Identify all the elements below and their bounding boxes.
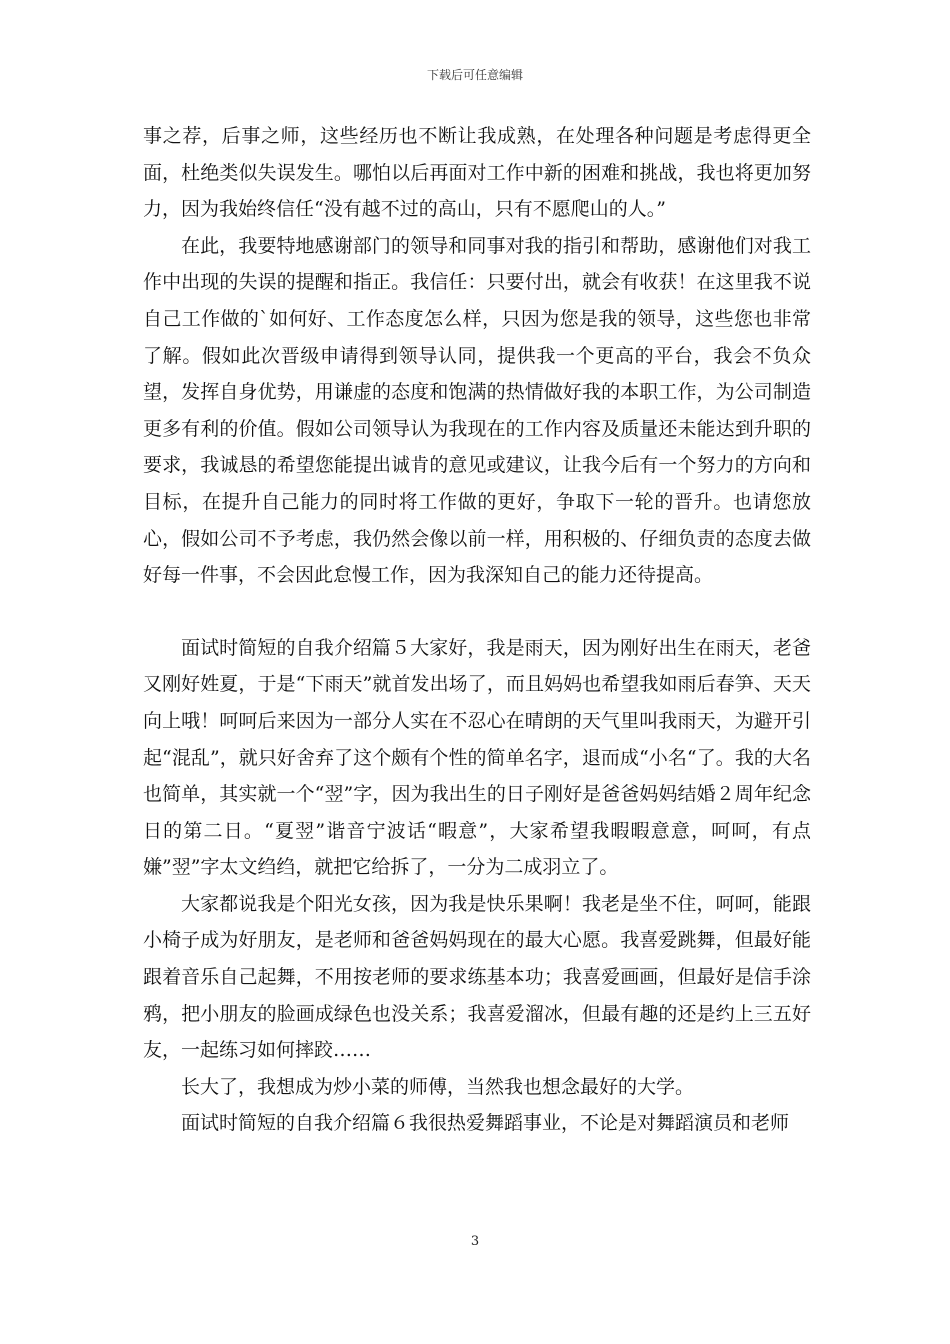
paragraph-gap: [143, 594, 811, 630]
paragraph: 在此，我要特地感谢部门的领导和同事对我的指引和帮助，感谢他们对我工作中出现的失误的提醒和指正。我信任：只要付出，就会有收获！在这里我不说自己工作做的`如何好、工作态度怎么样，只因为您是我的领导，这些您也非常了解。假如此次晋级申请得到领导认同，提供我一个更高的平台，我会不负众望，发挥自身优势，用谦虚的态度和饱满的热情做好我的本职工作，为公司制造更多有利的价值。假如公司领导认为我现在的工作内容及质量还未能达到升职的要求，我诚恳的希望您能提出诚肯的意见或建议，让我今后有一个努力的方向和目标，在提升自己能力的同时将工作做的更好，争取下一轮的晋升。也请您放心，假如公司不予考虑，我仍然会像以前一样，用积极的、仔细负责的态度去做好每一件事，不会因此怠慢工作，因为我深知自己的能力还待提高。: [143, 234, 811, 587]
paragraph: 大家都说我是个阳光女孩，因为我是快乐果啊！我老是坐不住，呵呵，能跟小椅子成为好朋友，是老师和爸爸妈妈现在的最大心愿。我喜爱跳舞，但最好能跟着音乐自己起舞，不用按老师的要求练基本功；我喜爱画画，但最好是信手涂鸦，把小朋友的脸画成绿色也没关系；我喜爱溜冰，但最有趣的还是约上三五好友，一起练习如何摔跤……: [143, 892, 811, 1062]
page-number: 3: [470, 1234, 480, 1249]
page-header: 下载后可任意编辑: [426, 68, 523, 82]
paragraph: 面试时简短的自我介绍篇６我很热爱舞蹈事业，不论是对舞蹈演员和老师: [181, 1112, 790, 1135]
document-body: [143, 118, 811, 1142]
paragraph: 面试时简短的自我介绍篇５大家好，我是雨天，因为刚好出生在雨天，老爸又刚好姓夏，于是“下雨天”就首发出场了，而且妈妈也希望我如雨后春笋、天天向上哦！呵呵后来因为一部分人实在不忍心在晴朗的天气里叫我雨天，为避开引起“混乱”，就只好舍弃了这个颇有个性的简单名字，退而成“小名“了。我的大名也简单，其实就一个“翌”字，因为我出生的日子刚好是爸爸妈妈结婚２周年纪念日的第二日。“夏翌”谐音宁波话“暇意”，大家希望我暇暇意意，呵呵，有点嫌”翌”字太文绉绉，就把它给拆了，一分为二成羽立了。: [143, 636, 811, 879]
paragraph: 长大了，我想成为炒小菜的师傅，当然我也想念最好的大学。: [181, 1075, 695, 1098]
paragraph: 事之荐，后事之师，这些经历也不断让我成熟，在处理各种问题是考虑得更全面，杜绝类似失误发生。哪怕以后再面对工作中新的困难和挑战，我也将更加努力，因为我始终信任“没有越不过的高山，只有不愿爬山的人。”: [143, 125, 811, 221]
